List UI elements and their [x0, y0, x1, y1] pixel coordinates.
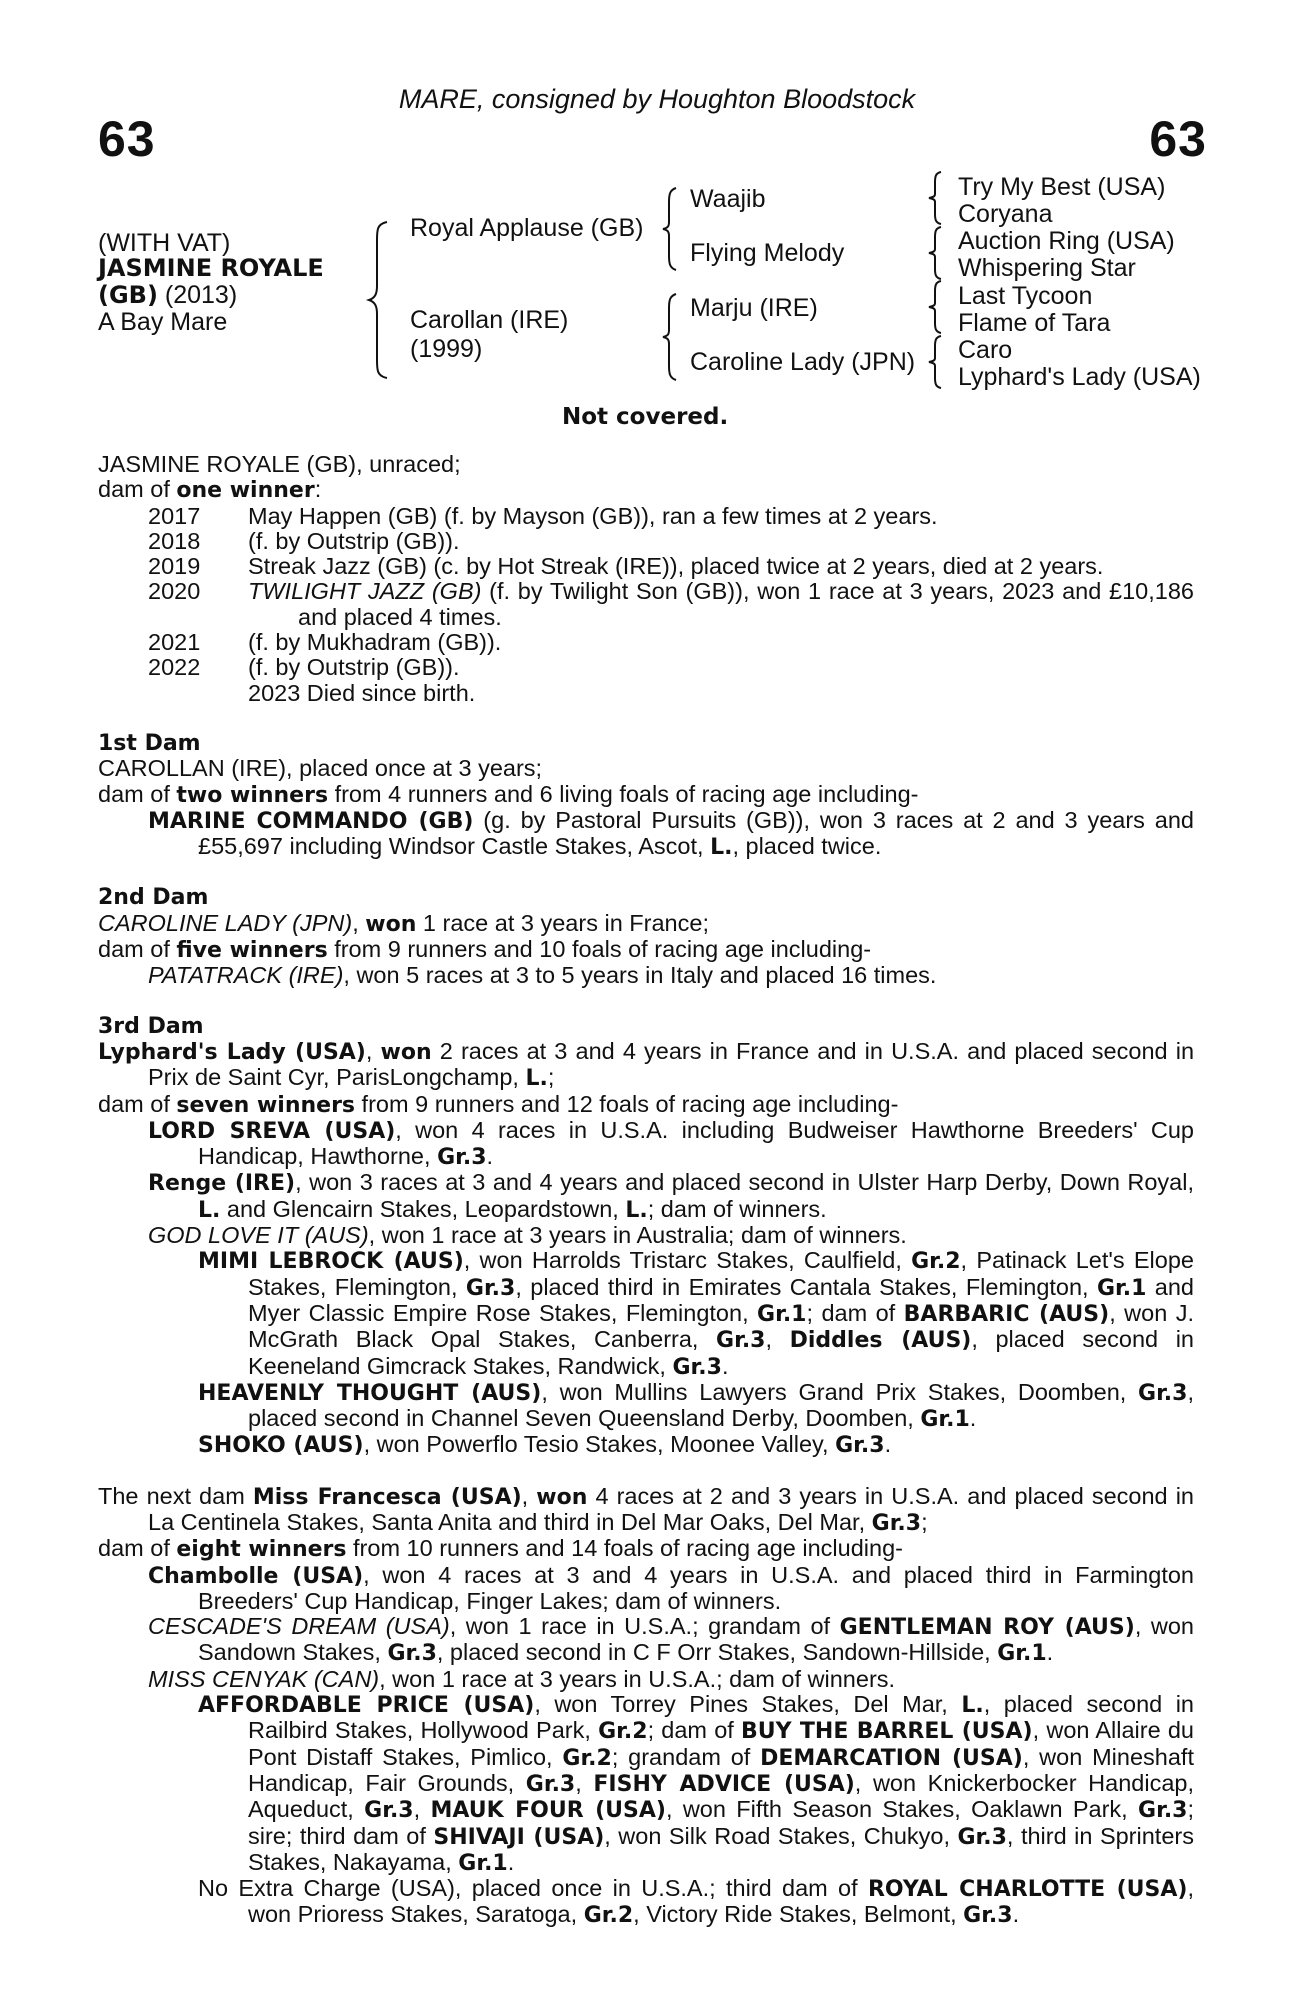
lot-number-left: 63 — [98, 111, 156, 167]
produce-intro: JASMINE ROYALE (GB), unraced; — [98, 451, 461, 477]
dam-year: (1999) — [410, 335, 483, 363]
next-dam-entry: Chambolle (USA), won 4 races at 3 and 4 years in U.S.A. and placed third in Farmington Breeders' Cup Handicap, Finger Lakes; dam of winners. — [148, 1561, 1194, 1614]
gg-6: Flame of Tara — [958, 309, 1111, 337]
produce-record: 2021 (f. by Mukhadram (GB)). — [148, 629, 502, 656]
second-dam-heading: 2nd Dam — [98, 885, 209, 911]
next-dam-entry: MISS CENYAK (CAN), won 1 race at 3 years in U.S.A.; dam of winners. — [148, 1665, 896, 1692]
dam-dam-name: Caroline Lady (JPN) — [690, 348, 916, 376]
next-dam-subentry: AFFORDABLE PRICE (USA), won Torrey Pines Stakes, Del Mar, L., placed second in Railbird Stakes, Hollywood Park, Gr.2; dam of BUY THE BARREL (USA), won Allaire du Pont Distaff Stakes, Pimlico, Gr.2; grandam of DEMARCATION (USA), won Mineshaft Handicap, Fair Grounds, Gr.3, FISHY ADVICE (USA), won Knickerbocker Handicap, Aqueduct, Gr.3, MAUK FOUR (USA), won Fifth Season Stakes, Oaklawn Park, Gr.3; sire; third dam of SHIVAJI (USA), won Silk Road Stakes, Chukyo, Gr.3, third in Sprinters Stakes, Nakayama, Gr.1. — [198, 1691, 1195, 1876]
pedigree-brace-gg3 — [925, 279, 947, 335]
gg-7: Caro — [958, 336, 1013, 364]
third-dam-summary: dam of seven winners from 9 runners and 12 foals of racing age including- — [98, 1090, 899, 1118]
pedigree-brace-gg2 — [925, 225, 947, 281]
gg-8: Lyphard's Lady (USA) — [958, 363, 1201, 391]
third-dam-heading: 3rd Dam — [98, 1013, 204, 1039]
dam-sire-name: Marju (IRE) — [690, 294, 818, 322]
gg-1: Try My Best (USA) — [958, 173, 1166, 201]
first-dam-heading: 1st Dam — [98, 730, 201, 756]
sire-sire-name: Waajib — [690, 185, 766, 213]
next-dam-line: The next dam Miss Francesca (USA), won 4 races at 2 and 3 years in U.S.A. and placed second in La Centinela Stakes, Santa Anita and third in Del Mar Oaks, Del Mar, Gr.3; — [98, 1482, 1194, 1536]
lot-number-right: 63 — [1149, 111, 1207, 167]
pedigree-brace-gg1 — [925, 170, 947, 226]
pedigree-brace-dam — [660, 292, 682, 382]
next-dam-summary: dam of eight winners from 10 runners and 14 foals of racing age including- — [98, 1535, 903, 1563]
third-dam-subentry: SHOKO (AUS), won Powerflo Tesio Stakes, Moonee Valley, Gr.3. — [198, 1431, 892, 1459]
third-dam-subentry: MIMI LEBROCK (AUS), won Harrolds Tristarc Stakes, Caulfield, Gr.2, Patinack Let's Elope Stakes, Flemington, Gr.3, placed third in Emirates Cantala Stakes, Flemington, Gr.1 and Myer Classic Empire Rose Stakes, Flemington, Gr.1; dam of BARBARIC (AUS), won J. McGrath Black Opal Stakes, Canberra, Gr.3, Diddles (AUS), placed second in Keeneland Gimcrack Stakes, Randwick, Gr.3. — [198, 1247, 1194, 1380]
third-dam-line: Lyphard's Lady (USA), won 2 races at 3 and 4 years in France and in U.S.A. and placed second in Prix de Saint Cyr, ParisLongchamp, L.; — [98, 1037, 1195, 1092]
produce-record: 2017 May Happen (GB) (f. by Mayson (GB)), ran a few times at 2 years. — [148, 502, 938, 529]
produce-summary: dam of one winner: — [98, 476, 322, 504]
pedigree-brace-sire — [660, 186, 682, 272]
third-dam-subentry: HEAVENLY THOUGHT (AUS), won Mullins Lawyers Grand Prix Stakes, Doomben, Gr.3, placed second in Channel Seven Queensland Derby, Doomben, Gr.1. — [198, 1378, 1194, 1433]
horse-year: (2013) — [157, 281, 238, 309]
produce-record: 2020 TWILIGHT JAZZ (GB) (f. by Twilight Son (GB)), won 1 race at 3 years, 2023 and £10,186 and placed 4 times. — [148, 578, 1194, 630]
second-dam-summary: dam of five winners from 9 runners and 10 foals of racing age including- — [98, 936, 872, 964]
gg-4: Whispering Star — [958, 254, 1136, 282]
gg-5: Last Tycoon — [958, 282, 1093, 310]
produce-record: 2019 Streak Jazz (GB) (c. by Hot Streak (IRE)), placed twice at 2 years, died at 2 years. — [148, 553, 1104, 580]
next-dam-subentry: No Extra Charge (USA), placed once in U.S.A.; third dam of ROYAL CHARLOTTE (USA), won Prioress Stakes, Saratoga, Gr.2, Victory Ride Stakes, Belmont, Gr.3. — [198, 1875, 1195, 1929]
horse-name-suffix — [98, 282, 237, 309]
horse-description: A Bay Mare — [98, 308, 228, 336]
sire-name: Royal Applause (GB) — [410, 214, 644, 242]
second-dam-entry: PATATRACK (IRE), won 5 races at 3 to 5 years in Italy and placed 16 times. — [148, 962, 937, 989]
vat-label: (WITH VAT) — [98, 229, 231, 257]
second-dam-line: CAROLINE LADY (JPN), won 1 race at 3 years in France; — [98, 909, 709, 937]
pedigree-brace-1 — [365, 220, 395, 380]
coverage-status: Not covered. — [562, 404, 729, 430]
next-dam-entry: CESCADE'S DREAM (USA), won 1 race in U.S.A.; grandam of GENTLEMAN ROY (AUS), won Sandown Stakes, Gr.3, placed second in C F Orr Stakes, Sandown-Hillside, Gr.1. — [148, 1613, 1194, 1667]
gg-2: Coryana — [958, 200, 1053, 228]
produce-record: 2018 (f. by Outstrip (GB)). — [148, 527, 460, 554]
sire-dam-name: Flying Melody — [690, 239, 845, 267]
first-dam-line: CAROLLAN (IRE), placed once at 3 years; — [98, 755, 543, 782]
third-dam-entry: GOD LOVE IT (AUS), won 1 race at 3 years in Australia; dam of winners. — [148, 1222, 907, 1249]
consignment-line: MARE, consigned by Houghton Bloodstock — [398, 84, 916, 114]
gg-3: Auction Ring (USA) — [958, 227, 1175, 255]
first-dam-summary: dam of two winners from 4 runners and 6 living foals of racing age including- — [98, 780, 919, 808]
horse-country: (GB) — [98, 281, 158, 309]
third-dam-entry: LORD SREVA (USA), won 4 races in U.S.A. including Budweiser Hawthorne Breeders' Cup Handicap, Hawthorne, Gr.3. — [148, 1116, 1194, 1171]
horse-name: JASMINE ROYALE — [98, 254, 324, 282]
catalogue-body — [98, 452, 1194, 1929]
pedigree-brace-gg4 — [925, 334, 947, 390]
produce-record: 2023 Died since birth. — [248, 679, 476, 706]
produce-record: 2022 (f. by Outstrip (GB)). — [148, 654, 460, 681]
dam-name: Carollan (IRE) — [410, 306, 569, 334]
first-dam-entry: MARINE COMMANDO (GB) (g. by Pastoral Pursuits (GB)), won 3 races at 2 and 3 years and £55,697 including Windsor Castle Stakes, Ascot, L., placed twice. — [148, 806, 1194, 861]
third-dam-entry: Renge (IRE), won 3 races at 3 and 4 years and placed second in Ulster Harp Derby, Down Royal, L. and Glencairn Stakes, Leopardstown, L.; dam of winners. — [148, 1169, 1194, 1223]
